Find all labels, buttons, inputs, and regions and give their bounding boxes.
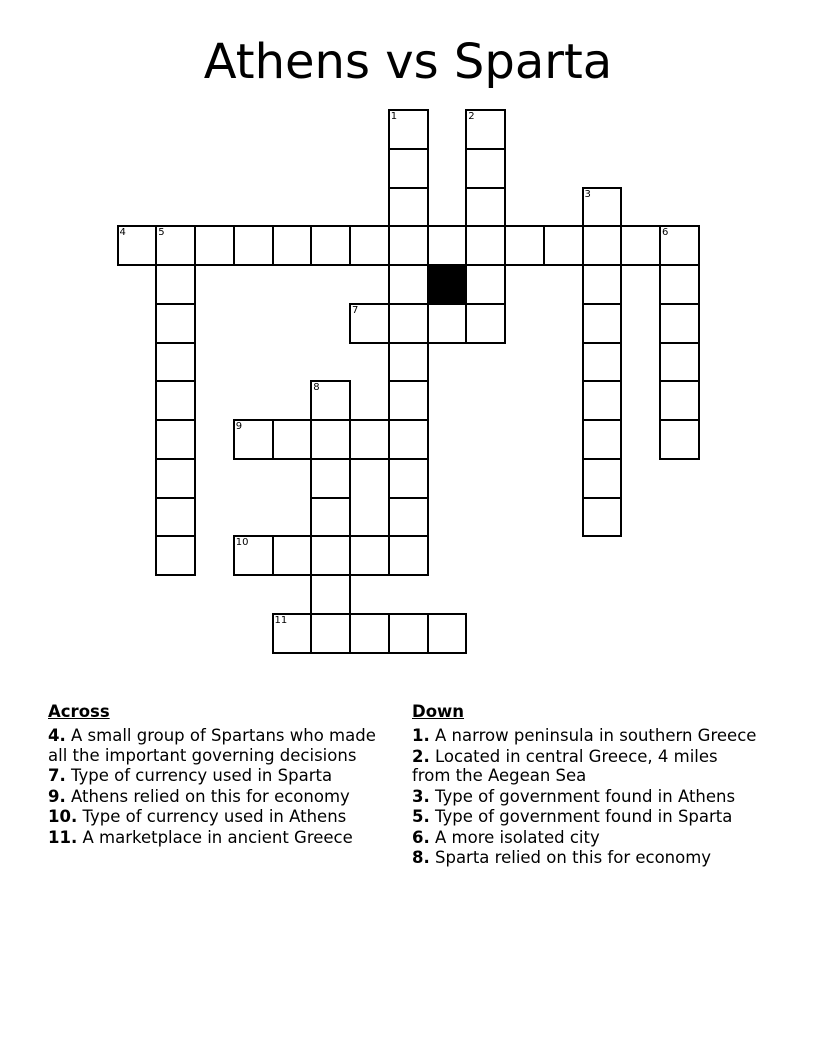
grid-cell[interactable]: [388, 264, 429, 305]
cell-number: 5: [158, 227, 165, 239]
grid-cell[interactable]: [659, 225, 700, 266]
grid-cell[interactable]: [349, 613, 390, 654]
grid-cell[interactable]: [272, 225, 313, 266]
grid-cell[interactable]: [310, 225, 351, 266]
grid-cell[interactable]: [543, 225, 584, 266]
grid-cell[interactable]: [388, 342, 429, 383]
across-heading: Across: [48, 702, 110, 721]
clue-number: 5.: [412, 807, 430, 826]
clue-down-3: [412, 787, 757, 807]
grid-cell[interactable]: [155, 303, 196, 344]
grid-cell[interactable]: [272, 419, 313, 460]
grid-cell[interactable]: [582, 419, 623, 460]
grid-cell[interactable]: [465, 303, 506, 344]
grid-cell[interactable]: [659, 264, 700, 305]
clue-number: 3.: [412, 786, 430, 806]
grid-cell[interactable]: [582, 303, 623, 344]
grid-cell[interactable]: [155, 535, 196, 576]
grid-cell[interactable]: [388, 458, 429, 499]
grid-cell[interactable]: [582, 497, 623, 538]
grid-cell[interactable]: [388, 419, 429, 460]
grid-cell[interactable]: [349, 535, 390, 576]
grid-cell[interactable]: [582, 187, 623, 228]
clue-across-10: [48, 807, 393, 827]
grid-cell[interactable]: [310, 497, 351, 538]
clue-text: Type of government found in Athens: [435, 786, 736, 806]
grid-cell[interactable]: [465, 109, 506, 150]
grid-cell[interactable]: [388, 497, 429, 538]
grid-cell[interactable]: [659, 380, 700, 421]
grid-cell[interactable]: [349, 419, 390, 460]
clue-text: Located in central Greece, 4 miles from the Aegean Sea: [412, 746, 718, 785]
grid-cell[interactable]: [155, 342, 196, 383]
grid-cell[interactable]: [272, 535, 313, 576]
grid-cell[interactable]: [349, 303, 390, 344]
grid-cell[interactable]: [582, 458, 623, 499]
clue-down-8: [412, 848, 757, 868]
grid-cell[interactable]: [465, 225, 506, 266]
cell-number: 3: [584, 188, 591, 200]
grid-cell[interactable]: [310, 574, 351, 615]
clue-text: A more isolated city: [435, 827, 600, 847]
grid-cell[interactable]: [582, 225, 623, 266]
grid-cell[interactable]: [155, 497, 196, 538]
grid-cell[interactable]: [659, 342, 700, 383]
grid-cell[interactable]: [620, 225, 661, 266]
grid-cell[interactable]: [388, 613, 429, 654]
clue-down-1: [412, 726, 757, 746]
grid-cell[interactable]: [427, 225, 468, 266]
grid-cell[interactable]: [117, 225, 158, 266]
grid-cell[interactable]: [582, 264, 623, 305]
grid-cell[interactable]: [155, 225, 196, 266]
grid-cell[interactable]: [310, 458, 351, 499]
grid-cell[interactable]: [155, 419, 196, 460]
clue-number: 11.: [48, 827, 78, 847]
clue-number: 1.: [412, 726, 430, 745]
grid-cell[interactable]: [155, 264, 196, 305]
cell-number: 9: [235, 421, 243, 432]
grid-cell[interactable]: [233, 419, 274, 460]
cell-number: 11: [274, 614, 288, 626]
grid-cell[interactable]: [233, 225, 274, 266]
grid-cell[interactable]: [504, 225, 545, 266]
grid-cell[interactable]: [582, 342, 623, 383]
clue-down-5: [412, 807, 757, 827]
clue-down-2: [412, 747, 757, 786]
cell-number: 7: [352, 304, 359, 316]
grid-cell[interactable]: [388, 187, 429, 228]
clue-across-7: [48, 766, 393, 786]
clue-text: A small group of Spartans who made all the important governing decisions: [48, 726, 376, 765]
grid-cell[interactable]: [465, 264, 506, 305]
clue-down-6: [412, 828, 757, 848]
clue-text: Type of government found in Sparta: [435, 807, 733, 826]
grid-cell[interactable]: [465, 148, 506, 189]
grid-cell[interactable]: [349, 225, 390, 266]
grid-cell[interactable]: [155, 458, 196, 499]
down-heading: Down: [412, 702, 465, 721]
grid-cell[interactable]: [427, 303, 468, 344]
clue-number: 7.: [48, 766, 66, 785]
grid-cell[interactable]: [310, 380, 351, 421]
grid-cell[interactable]: [388, 535, 429, 576]
grid-cell[interactable]: [310, 613, 351, 654]
grid-cell[interactable]: [310, 419, 351, 460]
clue-text: A marketplace in ancient Greece: [82, 827, 353, 847]
grid-cell[interactable]: [155, 380, 196, 421]
clue-text: Athens relied on this for economy: [71, 786, 350, 806]
grid-cell[interactable]: [272, 613, 313, 654]
clue-text: Sparta relied on this for economy: [435, 848, 712, 867]
clue-across-9: [48, 787, 393, 807]
clue-number: 4.: [48, 726, 66, 745]
clue-across-11: [48, 828, 393, 848]
grid-cell[interactable]: [582, 380, 623, 421]
clue-text: A narrow peninsula in southern Greece: [435, 726, 757, 745]
grid-cell[interactable]: [388, 109, 429, 150]
grid-cell[interactable]: [388, 148, 429, 189]
down-clues: [412, 702, 757, 869]
cell-number: 4: [119, 227, 126, 239]
cell-number: 6: [662, 227, 669, 239]
across-clues: [48, 702, 393, 848]
cell-number: 10: [235, 537, 249, 549]
clue-number: 2.: [412, 746, 430, 766]
grid-cell[interactable]: [427, 613, 468, 654]
clue-number: 10.: [48, 807, 78, 826]
grid-cell[interactable]: [388, 225, 429, 266]
clue-text: Type of currency used in Sparta: [71, 766, 333, 785]
grid-cell[interactable]: [310, 535, 351, 576]
clue-across-4: [48, 726, 393, 765]
grid-cell[interactable]: [388, 380, 429, 421]
grid-cell[interactable]: [388, 303, 429, 344]
cell-number: 8: [313, 382, 320, 394]
grid-cell[interactable]: [465, 187, 506, 228]
black-cell: [427, 264, 468, 305]
grid-cell[interactable]: [659, 303, 700, 344]
clue-number: 8.: [412, 848, 430, 867]
clue-number: 9.: [48, 786, 66, 806]
cell-number: 2: [468, 111, 475, 122]
clue-text: Type of currency used in Athens: [82, 807, 347, 826]
puzzle-title: Athens vs Sparta: [203, 34, 613, 90]
cell-number: 1: [390, 111, 398, 122]
grid-cell[interactable]: [194, 225, 235, 266]
grid-cell[interactable]: [233, 535, 274, 576]
clue-number: 6.: [412, 827, 430, 847]
grid-cell[interactable]: [659, 419, 700, 460]
